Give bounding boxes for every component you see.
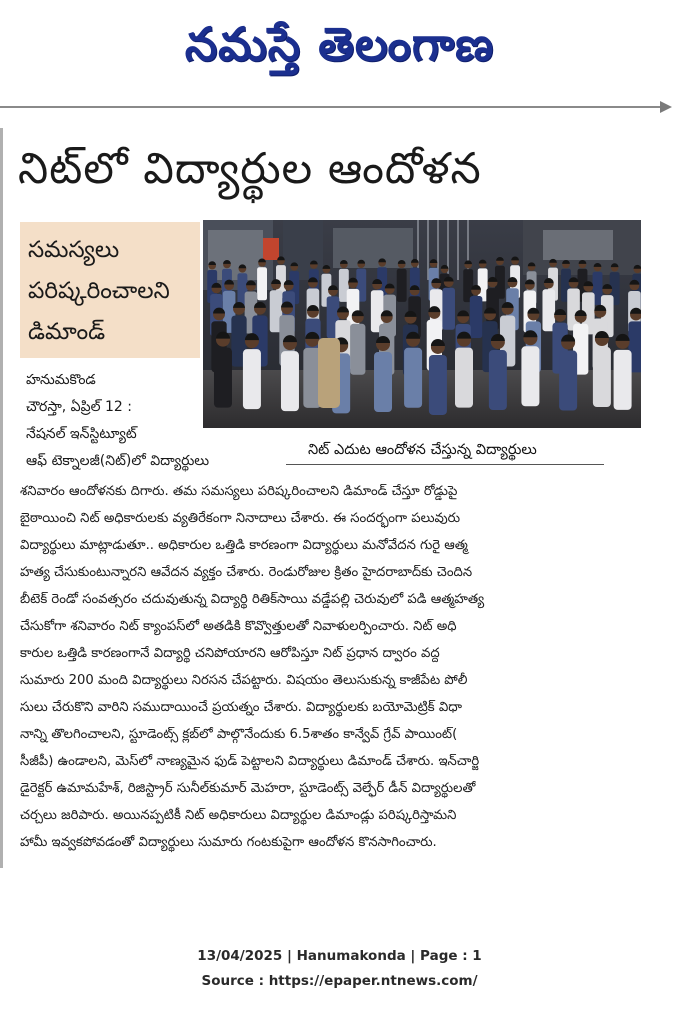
body-paragraph-line: సులు చేరుకొని వారిని సముదాయించే ప్రయత్నం చేశారు. విద్యార్థులకు బయోమెట్రిక్ విధా <box>20 700 462 715</box>
subheadline-line: పరిష్కరించాలని <box>28 278 170 304</box>
masthead-divider <box>0 106 666 108</box>
body-paragraph-line: సుమారు 200 మంది విద్యార్థులు నిరసన చేపట్టారు. విషయం తెలుసుకున్న కాజీపేట పోలీ <box>20 673 468 688</box>
body-paragraph-line: చేసుకోగా శనివారం నిట్ క్యాంపస్‌లో అతడికి కొవ్వొత్తులతో నివాళులర్పించారు. నిట్ అధి <box>20 619 457 634</box>
source-link[interactable]: Source : https://epaper.ntnews.com/ <box>201 973 478 989</box>
body-paragraph-line: సీజీపీ) ఉండాలని, మెస్‌లో నాణ్యమైన ఫుడ్ పెట్టాలని విద్యార్థులు డిమాండ్ చేశారు. ఇన్‌చార్జి <box>20 754 480 769</box>
body-paragraph-line: హామీ ఇవ్వకపోవడంతో విద్యార్థులు సుమారు గంటకుపైగా ఆందోళన కొనసాగించారు. <box>20 835 437 850</box>
body-paragraph-line: డైరెక్టర్ ఉమామహేశ్, రిజిస్ట్రార్ సునీల్‌కుమార్ మెహరా, స్టూడెంట్స్ వెల్ఫేర్ డీన్ విద్యార్థులతో <box>20 781 476 796</box>
subheadline-box <box>20 222 200 358</box>
body-paragraph-line: బైఠాయించి నిట్ అధికారులకు వ్యతిరేకంగా నినాదాలు చేశారు. ఈ సందర్భంగా పలువురు <box>20 511 461 526</box>
body-paragraph-line: శనివారం ఆందోళనకు దిగారు. తమ సమస్యలు పరిష్కరించాలని డిమాండ్ చేస్తూ రోడ్డుపై <box>20 484 458 499</box>
dateline-line: ఆఫ్ టెక్నాలజీ(నిట్)లో విద్యార్థులు <box>26 453 210 469</box>
body-paragraph-line: కారుల ఒత్తిడి కారణంగానే విద్యార్థి చనిపోయారని ఆరోపిస్తూ నిట్ ప్రధాన ద్వారం వద్ద <box>20 646 440 661</box>
body-paragraph-line: హత్య చేసుకుంటున్నారని ఆవేదన వ్యక్తం చేశారు. రెండురోజుల క్రితం హైదరాబాద్‌కు చెందిన <box>20 565 473 580</box>
body-paragraph-line: నాన్ని తొలగించాలని, స్టూడెంట్స్ క్లబ్‌లో పాల్గొనేందుకు 6.5శాతం కాన్వేవ్ గ్రేవ్ పాయింట్( <box>20 727 458 742</box>
newspaper-logo-title: నమస్తే తెలంగాణ <box>184 17 495 71</box>
masthead <box>0 4 679 84</box>
body-paragraph-line: చర్చలు జరిపారు. అయినప్పటికీ నిట్ అధికారులు విద్యార్థుల డిమాండ్లు పరిష్కరిస్తామని <box>20 808 457 823</box>
dateline-line: చౌరస్తా, ఏప్రిల్ 12 : <box>26 399 132 415</box>
body-paragraph-line: బీటెక్ రెండో సంవత్సరం చదువుతున్న విద్యార్థి రితిక్‌సాయి వడ్డేపల్లి చెరువులో పడి ఆత్మహత్య <box>20 592 485 607</box>
subheadline-line: డిమాండ్ <box>28 319 106 345</box>
dateline-line: హనుమకొండ <box>26 372 96 388</box>
protest-photo <box>203 220 641 428</box>
column-edge-bar <box>0 128 3 868</box>
photo-caption: నిట్ ఎదుట ఆందోళన చేస్తున్న విద్యార్థులు <box>308 442 537 458</box>
article-headline: నిట్‌లో విద్యార్థుల ఆందోళన <box>18 144 482 194</box>
divider-arrow-icon <box>660 101 672 113</box>
body-paragraph-line: విద్యార్థులు మాట్లాడుతూ.. అధికారుల ఒత్తిడి కారణంగా విద్యార్థులు మనోవేదన గురై ఆత్మ <box>20 538 468 553</box>
caption-underline <box>286 464 604 465</box>
protest-crowd-image <box>203 220 641 428</box>
subheadline-line: సమస్యలు <box>28 237 120 263</box>
dateline-line: నేషనల్ ఇన్‌స్టిట్యూట్ <box>26 426 137 442</box>
edition-info: 13/04/2025 | Hanumakonda | Page : 1 <box>197 948 482 964</box>
